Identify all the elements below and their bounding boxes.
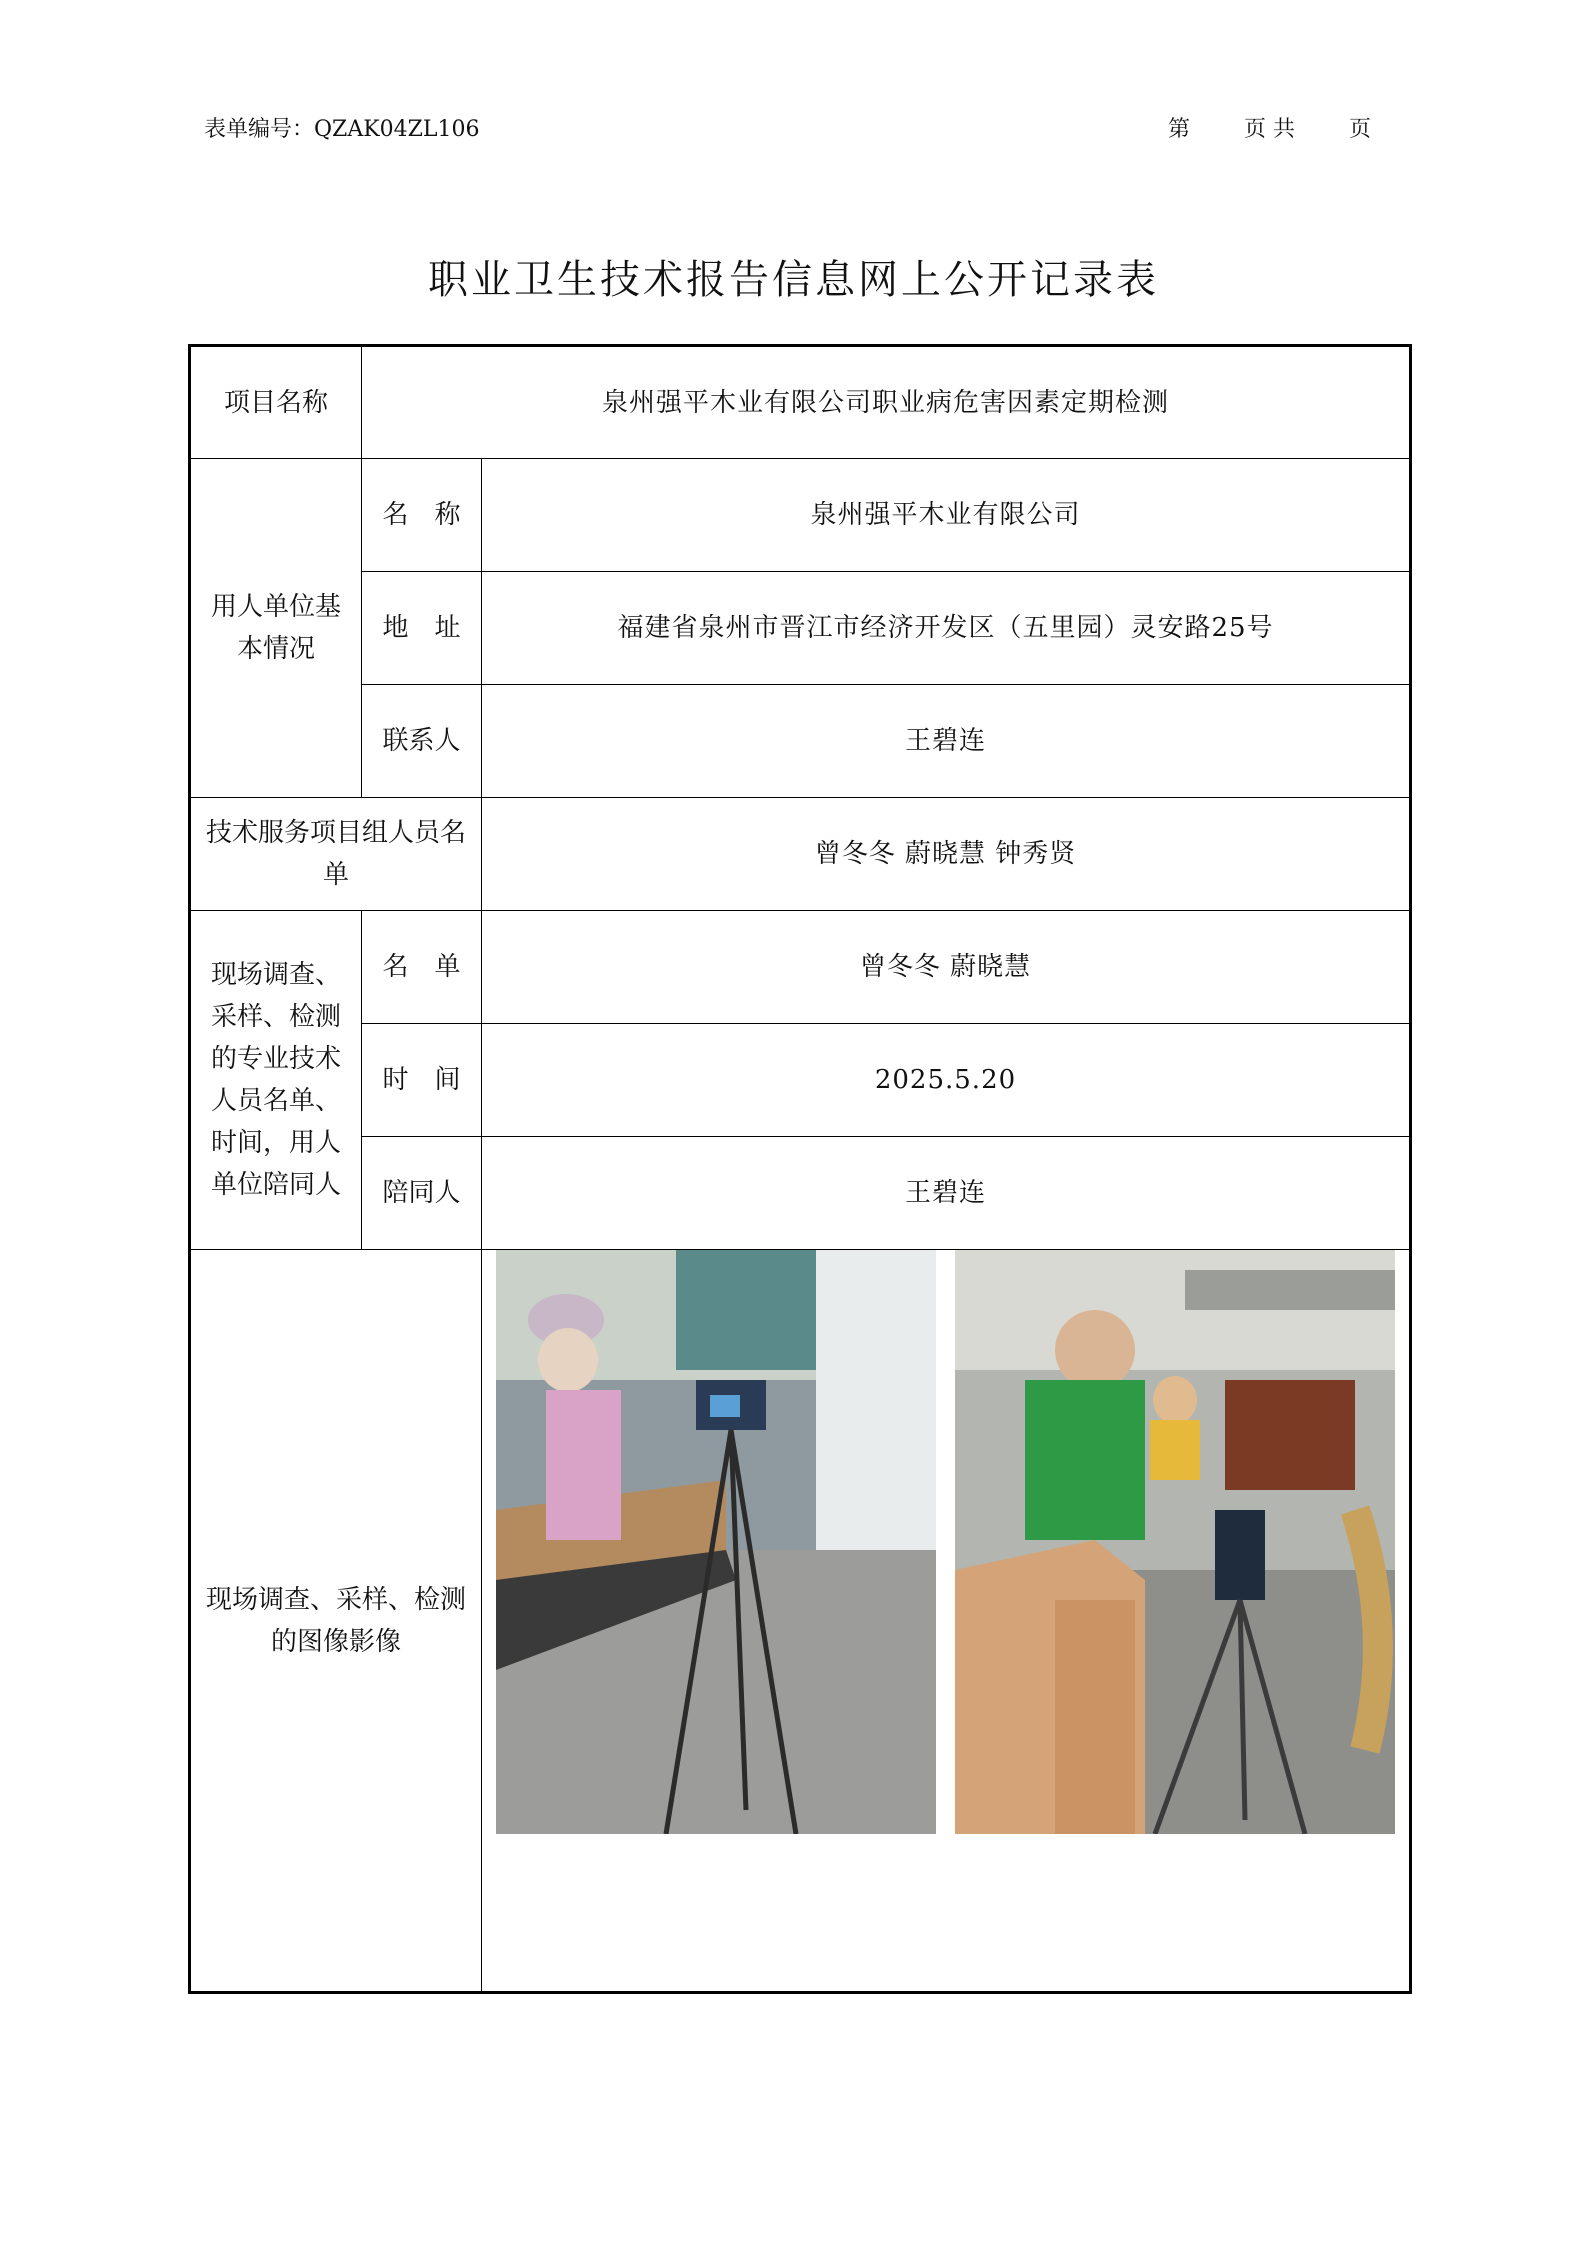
employer-name-value: 泉州强平木业有限公司 xyxy=(482,459,1411,572)
images-cell xyxy=(482,1250,1411,1993)
project-name-label: 项目名称 xyxy=(190,346,362,459)
row-onsite-time xyxy=(190,1024,1411,1137)
form-number: 表单编号：QZAK04ZL106 xyxy=(204,117,480,142)
row-employer-address xyxy=(190,572,1411,685)
employer-label: 用人单位基本情况 xyxy=(190,459,362,798)
employer-contact-value: 王碧连 xyxy=(482,685,1411,798)
page-counter xyxy=(1168,112,1371,143)
row-employer-contact xyxy=(190,685,1411,798)
row-employer-name xyxy=(190,459,1411,572)
onsite-names-label: 名 单 xyxy=(362,911,482,1024)
photo-sampling-worker-1 xyxy=(496,1250,936,1834)
employer-contact-label: 联系人 xyxy=(362,685,482,798)
employer-address-value: 福建省泉州市晋江市经济开发区（五里园）灵安路25号 xyxy=(482,572,1411,685)
team-value: 曾冬冬 蔚晓慧 钟秀贤 xyxy=(482,798,1411,911)
row-project-name xyxy=(190,346,1411,459)
row-onsite-names xyxy=(190,911,1411,1024)
page-label-2: 页 共 xyxy=(1244,117,1296,142)
employer-address-label: 地 址 xyxy=(362,572,482,685)
team-label: 技术服务项目组人员名单 xyxy=(190,798,482,911)
onsite-time-value: 2025.5.20 xyxy=(482,1024,1411,1137)
employer-name-label: 名 称 xyxy=(362,459,482,572)
row-team xyxy=(190,798,1411,911)
page-label-3: 页 xyxy=(1349,117,1372,142)
row-onsite-escort xyxy=(190,1137,1411,1250)
images-label: 现场调查、采样、检测的图像影像 xyxy=(190,1250,482,1993)
onsite-time-label: 时 间 xyxy=(362,1024,482,1137)
photo-sampling-worker-2 xyxy=(955,1250,1395,1834)
onsite-label: 现场调查、采样、检测的专业技术人员名单、时间，用人单位陪同人 xyxy=(190,911,362,1250)
row-images xyxy=(190,1250,1411,1993)
page-title: 职业卫生技术报告信息网上公开记录表 xyxy=(428,257,1159,303)
onsite-escort-value: 王碧连 xyxy=(482,1137,1411,1250)
onsite-escort-label: 陪同人 xyxy=(362,1137,482,1250)
page-label-1: 第 xyxy=(1168,117,1191,142)
project-name-value: 泉州强平木业有限公司职业病危害因素定期检测 xyxy=(362,346,1411,459)
onsite-names-value: 曾冬冬 蔚晓慧 xyxy=(482,911,1411,1024)
record-table xyxy=(188,344,1412,1994)
